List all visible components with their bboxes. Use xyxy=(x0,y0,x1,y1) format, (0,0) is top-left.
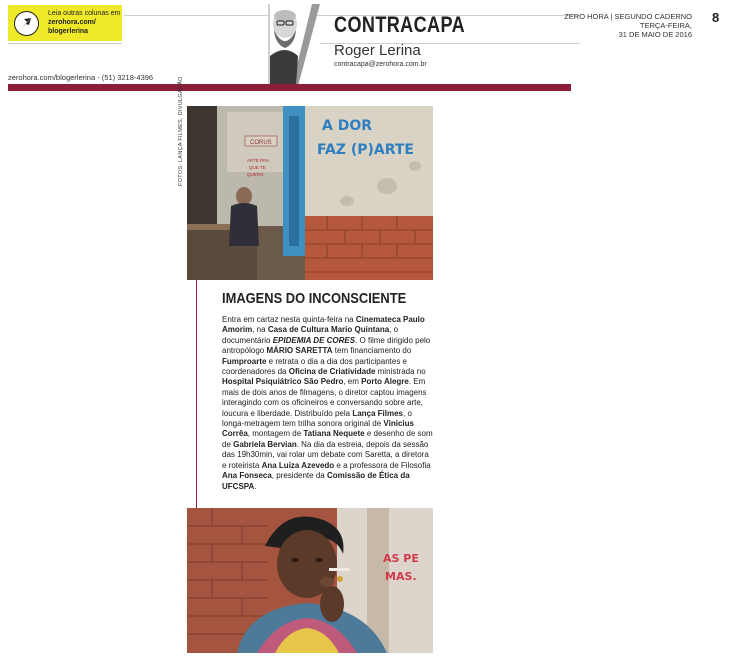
article-highlight: Ana Fonseca xyxy=(222,471,272,481)
article-highlight: Cinemateca Paulo Amorim xyxy=(222,315,425,335)
promo-link-2[interactable]: blogerlerina xyxy=(48,28,89,35)
article-highlight: MÁRIO SARETTA xyxy=(266,346,333,356)
contact-line[interactable]: zerohora.com/blogerlerina - (51) 3218-4396 xyxy=(8,73,154,82)
article-text: e retrata o dia a dia dos participantes e coordenadores da xyxy=(222,356,407,377)
article-highlight: Gabriela Bervian xyxy=(233,439,297,449)
top-photo xyxy=(187,106,433,280)
article-text: Entra em cartaz nesta quinta-feira na xyxy=(222,315,356,324)
article-body xyxy=(222,315,434,492)
columnist-email[interactable]: contracapa@zerohora.com.br xyxy=(334,61,427,68)
article-highlight: EPIDEMIA DE CORES xyxy=(272,335,356,345)
article-text: . Na dia da estreia, depois da sessão das 19h30min, vai rolar um debate com Saretta, a diretora e roteirista xyxy=(222,439,429,470)
article-highlight: Fumproarte xyxy=(222,356,267,366)
article-text: , na xyxy=(252,325,268,335)
svg-text:CORUS: CORUS xyxy=(250,140,272,146)
promo-link-1[interactable]: zerohora.com/ xyxy=(48,19,96,26)
bottom-wall-text-1: AS PE xyxy=(383,552,419,565)
svg-text:QUE TE: QUE TE xyxy=(249,165,266,170)
edition-line-2: TERÇA-FEIRA, xyxy=(639,21,692,30)
article-highlight: Comissão de Ética da UFCSPA xyxy=(222,471,410,491)
article-highlight: Hospital Psiquiátrico São Pedro xyxy=(222,377,344,387)
article-text: tem financiamento do xyxy=(332,346,412,356)
promo-divider xyxy=(8,43,122,44)
article-text: e desenho de som de xyxy=(222,429,433,449)
article-text: , montagem de xyxy=(247,429,304,439)
svg-text:ARTE PRA: ARTE PRA xyxy=(247,158,270,163)
section-title: CONTRACAPA xyxy=(334,12,466,37)
promo-line: Leia outras colunas em xyxy=(48,10,121,17)
columnist-name: Roger Lerina xyxy=(334,42,421,59)
article-text: , em xyxy=(343,377,362,387)
article-highlight: Lança Filmes xyxy=(352,408,403,418)
page-number: 8 xyxy=(712,10,720,25)
promo-text xyxy=(48,9,122,36)
article-highlight: Oficina de Criatividade xyxy=(288,367,376,377)
accent-bar xyxy=(8,84,571,91)
article-highlight: Porto Alegre xyxy=(361,377,409,387)
edition-line-1: ZERO HORA | SEGUNDO CADERNO xyxy=(564,12,692,21)
arrow-icon xyxy=(14,11,39,36)
article-highlight: Vinicius Corrêa xyxy=(222,419,414,439)
article-highlight: Tatiana Nequete xyxy=(303,429,365,439)
article-text: . xyxy=(254,481,257,491)
article-highlight: Ana Luiza Azevedo xyxy=(261,460,335,470)
edition-info xyxy=(560,12,692,39)
promo-box[interactable] xyxy=(8,5,122,41)
article-text: . O filme dirigido pelo antropólogo xyxy=(222,335,431,356)
article-text: , o documentário xyxy=(222,325,399,345)
article-headline: IMAGENS DO INCONSCIENTE xyxy=(222,290,407,307)
svg-text:QUERO: QUERO xyxy=(247,172,264,177)
article-text: , presidente da xyxy=(271,471,327,481)
article-text: ministrada no xyxy=(375,367,426,377)
article-text: , o longa-metragem tem trilha sonora original de xyxy=(222,408,412,429)
edition-line-3: 31 DE MAIO DE 2016 xyxy=(618,30,692,39)
article-highlight: Casa de Cultura Mario Quintana xyxy=(267,325,390,335)
bottom-wall-text-2: MAS. xyxy=(385,570,417,583)
connector-line xyxy=(196,280,197,534)
columnist-portrait xyxy=(268,4,320,86)
article-text: . Em mais de dois anos de filmagens, o diretor captou imagens interagindo com os oficineiros e conversando sobre arte, loucura e liberdade. Distribuído pela xyxy=(222,377,427,418)
top-wall-text-2: FAZ (P)ARTE xyxy=(317,142,414,158)
top-wall-text-1: A DOR xyxy=(322,118,373,134)
bottom-photo xyxy=(187,508,433,653)
article-text: e a professora de Filosofia xyxy=(334,460,431,470)
photo-credit: FOTOS: LANÇA FILMES, DIVULGAÇÃO xyxy=(178,76,184,186)
